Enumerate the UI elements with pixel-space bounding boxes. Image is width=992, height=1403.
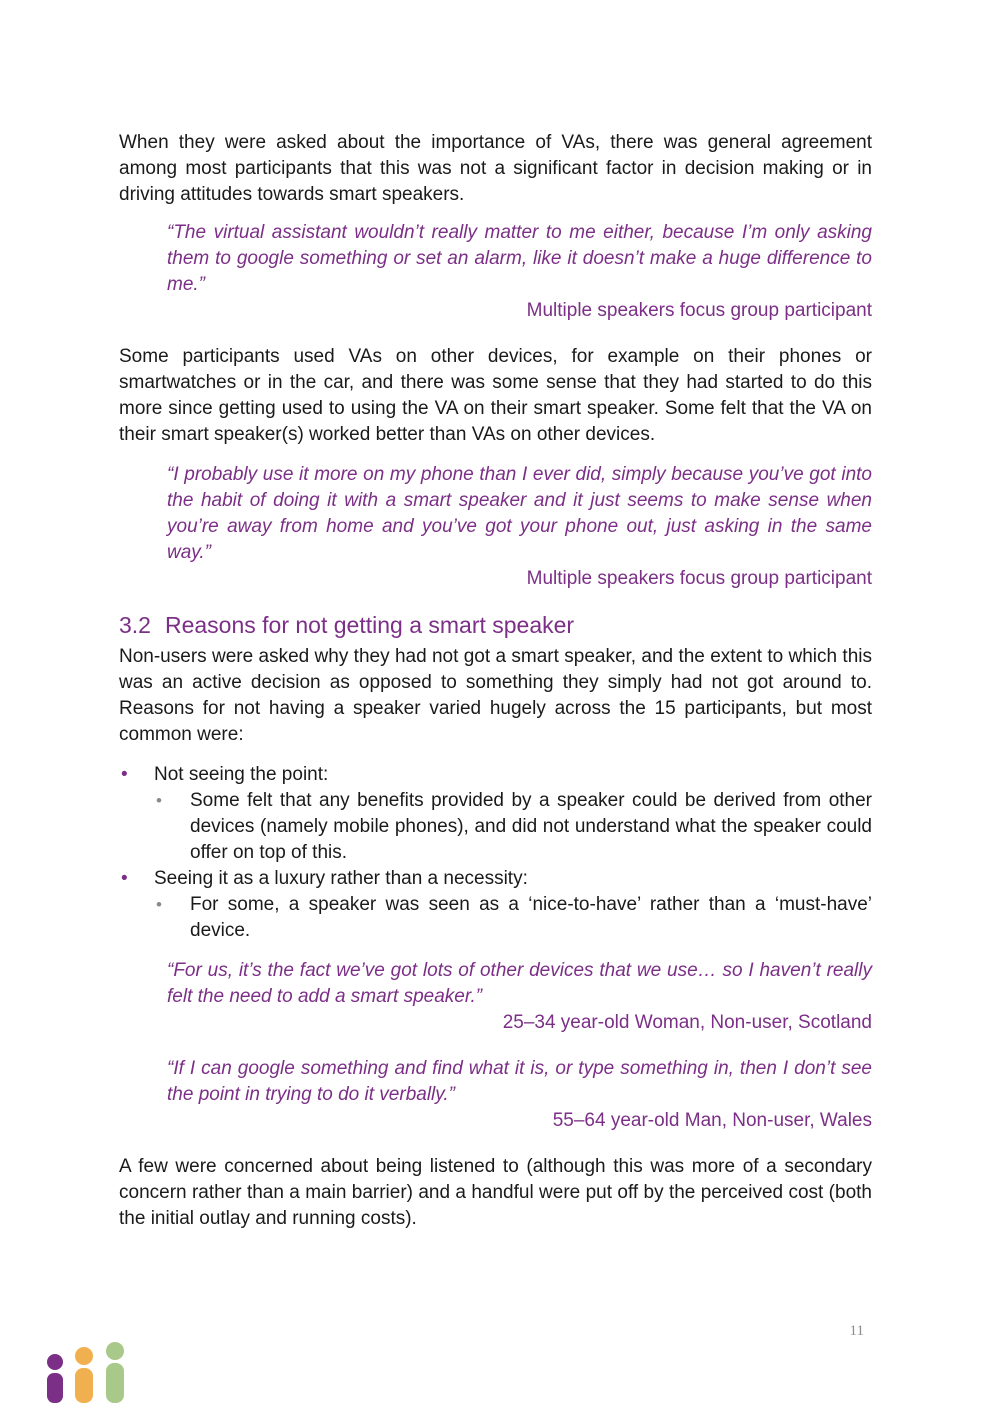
page-content [119,130,872,1232]
sub-list [154,892,872,944]
quote-other-devices: “For us, it’s the fact we’ve got lots of other devices that we use… so I haven’t really felt the need to add a smart speaker.” [167,960,872,1007]
logo-green-body [106,1363,124,1403]
sub-bullet-icon: • [156,895,162,914]
section-heading [119,610,872,640]
sub-list-item-text: For some, a speaker was seen as a ‘nice-to-have’ rather than a ‘must-have’ device. [190,894,872,941]
quote-phone-usage: “I probably use it more on my phone than I ever did, simply because you’ve got into the habit of doing it with a smart speaker and it just seems to make sense when you’re away from home and you’ve got your phone out, just asking in the same way.” [167,464,872,563]
list-item-label: Not seeing the point: [154,764,329,785]
sub-list [154,788,872,866]
paragraph-vas-importance: When they were asked about the importance of VAs, there was general agreement among most participants that this was not a significant factor in decision making or in driving attitudes towards smart speakers. [119,132,872,205]
paragraph-non-users: Non-users were asked why they had not got a smart speaker, and the extent to which this was an active decision as opposed to something they simply had not got around to. Reasons for not having a speaker varied hugely across the 15 participants, but most common were: [119,646,872,745]
sub-bullet-icon: • [156,791,162,810]
logo-orange-body [75,1368,93,1403]
bullet-icon: • [121,764,128,785]
sub-list-item [154,892,872,944]
logo-orange-head [75,1347,93,1365]
list-item [119,866,872,944]
quote-virtual-assistant: “The virtual assistant wouldn’t really matter to me either, because I’m only asking them to google something or set an alarm, like it doesn’t make a huge difference to me.” [167,222,872,295]
quote-attribution: Multiple speakers focus group participant [526,300,872,321]
sub-list-item-text: Some felt that any benefits provided by a speaker could be derived from other devices (namely mobile phones), and did not understand what the speaker could offer on top of this. [190,790,872,863]
sub-list-item [154,788,872,866]
quote-google: “If I can google something and find what it is, or type something in, then I don’t see the point in trying to do it verbally.” [167,1058,872,1105]
reasons-list [119,762,872,944]
quote-attribution: 25–34 year-old Woman, Non-user, Scotland [502,1012,872,1033]
bullet-icon: • [121,868,128,889]
list-item [119,762,872,866]
quote-attribution: Multiple speakers focus group participant [526,568,872,589]
logo-people-icon [44,1340,130,1403]
quote-attribution: 55–64 year-old Man, Non-user, Wales [552,1110,872,1131]
logo-purple-body [47,1373,63,1403]
paragraph-concerns: A few were concerned about being listened to (although this was more of a secondary concern rather than a main barrier) and a handful were put off by the perceived cost (both the initial outlay and running costs). [119,1156,872,1229]
section-title: Reasons for not getting a smart speaker [164,612,575,638]
paragraph-other-devices: Some participants used VAs on other devices, for example on their phones or smartwatches or in the car, and there was some sense that they had started to do this more since getting used to using the VA on their smart speaker. Some felt that the VA on their smart speaker(s) worked better than VAs on other devices. [119,346,872,445]
section-number: 3.2 [119,612,151,638]
list-item-label: Seeing it as a luxury rather than a necessity: [154,868,528,889]
page-number: 11 [849,1323,864,1339]
logo-purple-head [47,1354,63,1370]
logo-green-head [106,1342,124,1360]
